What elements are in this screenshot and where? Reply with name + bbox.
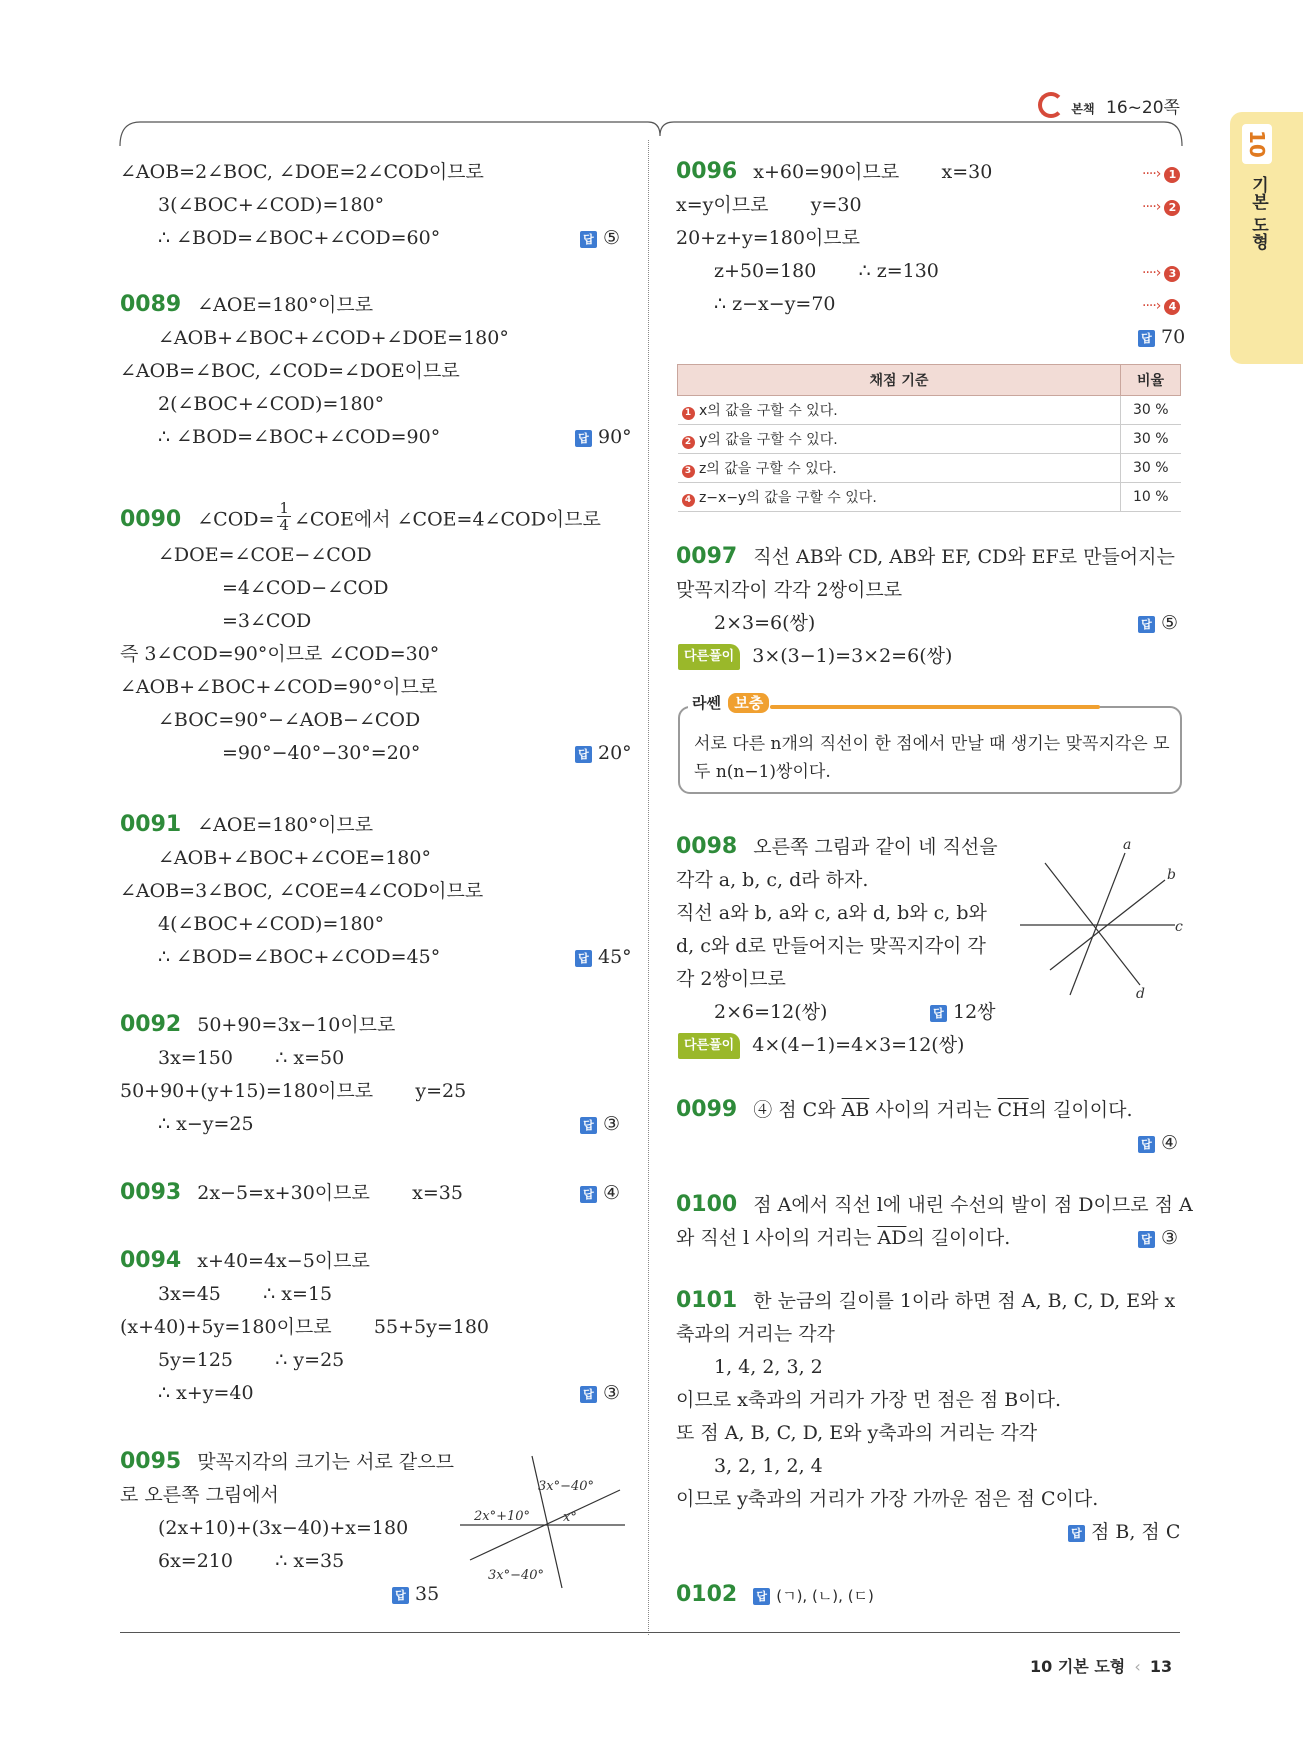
answer-value: 12쌍 — [953, 1001, 996, 1023]
text-line: 50+90=3x−10이므로 — [197, 1014, 396, 1036]
answer-value: 90° — [598, 426, 632, 448]
problem-number: 0092 — [120, 1012, 182, 1037]
table-row — [678, 454, 1181, 483]
arrow-icon: ····› — [1142, 166, 1161, 182]
chapter-tab — [1230, 112, 1303, 364]
table-row — [678, 425, 1181, 454]
text-line: 2x−5=x+30이므로 x=35 — [197, 1182, 463, 1204]
step-marker: 4 — [682, 494, 695, 507]
text-line: ∠AOB+∠BOC+∠COE=180° — [158, 847, 431, 869]
text-line: 1, 4, 2, 3, 2 — [714, 1356, 823, 1378]
text-line: ∠AOB=3∠BOC, ∠COE=4∠COD이므로 — [120, 880, 484, 902]
answer-icon: 답 — [1138, 1231, 1155, 1248]
text-line: 또 점 A, B, C, D, E와 y축과의 거리는 각각 — [676, 1422, 1038, 1444]
text-line: 5y=125 ∴ y=25 — [158, 1349, 345, 1371]
text-line: 직선 a와 b, a와 c, a와 d, b와 c, b와 — [676, 902, 987, 924]
note-title: 라쎈 — [692, 694, 721, 712]
text-line: 20+z+y=180이므로 — [676, 227, 861, 249]
answer-value: ⑤ — [603, 227, 621, 249]
problem-number: 0100 — [676, 1192, 738, 1217]
text-post: ∠COE에서 ∠COE=4∠COD이므로 — [293, 508, 601, 531]
answer-icon: 답 — [1068, 1525, 1085, 1542]
refresh-arrow-icon — [1038, 92, 1064, 118]
text-line: ∠BOC=90°−∠AOB−∠COD — [158, 709, 421, 731]
text-line: ∠AOB=2∠BOC, ∠DOE=2∠COD이므로 — [120, 161, 484, 183]
text-line: x+60=90이므로 x=30 — [753, 161, 993, 183]
problem-number: 0089 — [120, 292, 182, 317]
step-marker: 2 — [682, 436, 695, 449]
text-line: 각각 a, b, c, d라 하자. — [676, 869, 869, 891]
text-line: 점 A에서 직선 l에 내린 수선의 발이 점 D이므로 점 A — [753, 1194, 1193, 1216]
column-divider — [648, 140, 649, 1635]
answer-icon: 답 — [580, 1186, 597, 1203]
step-marker: 3 — [682, 465, 695, 478]
step-marker: 1 — [1164, 167, 1180, 183]
table-header: 비율 — [1121, 365, 1181, 396]
answer — [580, 1112, 620, 1136]
answer-value: ③ — [603, 1113, 621, 1135]
answer-value: 20° — [598, 742, 632, 764]
fraction — [277, 500, 291, 533]
text-line: ∠AOE=180°이므로 — [197, 294, 374, 316]
text-line: ∴ x−y=25 — [158, 1113, 254, 1135]
answer — [580, 1181, 620, 1205]
fraction-numerator: 1 — [279, 499, 289, 517]
answer-icon: 답 — [1138, 330, 1155, 347]
rate: 30 % — [1121, 425, 1181, 454]
problem-number: 0101 — [676, 1288, 738, 1313]
answer — [930, 1000, 996, 1024]
text-line: ∠AOE=180°이므로 — [197, 814, 374, 836]
text-line: ∴ ∠BOD=∠BOC+∠COD=60° — [158, 227, 441, 249]
text-line: =3∠COD — [222, 610, 312, 632]
line-label-c: c — [1175, 919, 1183, 935]
chevron-left-icon: ‹ — [1134, 1657, 1141, 1676]
answer-icon: 답 — [580, 1117, 597, 1134]
rate: 10 % — [1121, 483, 1181, 512]
answer-icon: 답 — [1138, 1136, 1155, 1153]
text-line: 오른쪽 그림과 같이 네 직선을 — [753, 836, 998, 858]
table-header: 채점 기준 — [678, 365, 1121, 396]
note-accent — [770, 705, 1100, 709]
answer — [392, 1582, 439, 1606]
problem-number: 0091 — [120, 812, 182, 837]
problem-number: 0090 — [120, 506, 182, 532]
answer-value: 35 — [415, 1583, 440, 1605]
note-line: 서로 다른 n개의 직선이 한 점에서 만날 때 생기는 맞꼭지각은 모 — [694, 734, 1170, 754]
answer — [1138, 1131, 1178, 1155]
answer-value: ④ — [1161, 1132, 1179, 1154]
chapter-number: 10 — [1242, 124, 1272, 164]
text-line: x+40=4x−5이므로 — [197, 1250, 370, 1272]
text-line: x=y이므로 y=30 — [676, 194, 862, 216]
answer — [1138, 1226, 1178, 1250]
arrow-icon: ····› — [1142, 298, 1161, 314]
footer-rule — [120, 1632, 1180, 1633]
step-marker: 1 — [682, 407, 695, 420]
text-line: 맞꼭지각이 각각 2쌍이므로 — [676, 579, 903, 601]
text-line: 이므로 x축과의 거리가 가장 먼 점은 점 B이다. — [676, 1389, 1062, 1411]
answer-value: 점 B, 점 C — [1091, 1521, 1181, 1543]
fraction-denominator: 4 — [279, 516, 289, 534]
text-line: 2×3=6(쌍) — [714, 612, 816, 634]
book-label: 본책 — [1071, 102, 1095, 116]
answer-value: ③ — [603, 1382, 621, 1404]
note-line: 두 n(n−1)쌍이다. — [694, 762, 831, 782]
text-post: 의 길이이다. — [1028, 1099, 1133, 1121]
top-border — [118, 118, 1184, 148]
note-header — [688, 692, 773, 713]
text-line: 3(∠BOC+∠COD)=180° — [158, 194, 385, 216]
answer — [575, 741, 632, 765]
rate: 30 % — [1121, 454, 1181, 483]
answer — [1138, 611, 1178, 635]
page-ref — [1038, 92, 1180, 118]
text-post: 의 길이이다. — [906, 1227, 1011, 1249]
step-marker: 3 — [1164, 266, 1180, 282]
step-marker: 4 — [1164, 299, 1180, 315]
text-line: 한 눈금의 길이를 1이라 하면 점 A, B, C, D, E와 x — [753, 1290, 1176, 1312]
text-line: z+50=180 ∴ z=130 — [714, 260, 939, 282]
table-row — [678, 483, 1181, 512]
page-range: 16~20쪽 — [1106, 98, 1180, 118]
segment: $\overline{AD}$ — [877, 1227, 907, 1249]
text-line: (x+40)+5y=180이므로 55+5y=180 — [120, 1316, 490, 1338]
problem-number: 0096 — [676, 159, 738, 184]
footer — [1030, 1654, 1172, 1677]
text-line: 6x=210 ∴ x=35 — [158, 1550, 345, 1572]
arrow-icon: ····› — [1142, 265, 1161, 281]
text-line: 즉 3∠COD=90°이므로 ∠COD=30° — [120, 643, 440, 665]
label-bottom: 3x°−40° — [488, 1568, 545, 1583]
note-box — [678, 694, 1182, 794]
text-line: 4(∠BOC+∠COD)=180° — [158, 913, 385, 935]
answer — [575, 945, 632, 969]
text-line: ∴ ∠BOD=∠BOC+∠COD=90° — [158, 426, 441, 448]
angle-figure — [460, 1450, 630, 1590]
answer-icon: 답 — [575, 430, 592, 447]
text-line: ∴ x+y=40 — [158, 1382, 254, 1404]
criterion: y의 값을 구할 수 있다. — [698, 432, 838, 448]
answer-value: ④ — [603, 1182, 621, 1204]
text-line: ∠AOB+∠BOC+∠COD+∠DOE=180° — [158, 327, 509, 349]
label-top: 3x°−40° — [538, 1479, 595, 1494]
text-line: =4∠COD−∠COD — [222, 577, 389, 599]
answer — [580, 1381, 620, 1405]
text-line: 3x=45 ∴ x=15 — [158, 1283, 333, 1305]
problem-number: 0094 — [120, 1248, 182, 1273]
text-line: (2x+10)+(3x−40)+x=180 — [158, 1517, 409, 1539]
text-mid: 사이의 거리는 — [869, 1099, 998, 1121]
answer-icon: 답 — [1138, 616, 1155, 633]
text-line: ∠DOE=∠COE−∠COD — [158, 544, 372, 566]
problem-number: 0098 — [676, 834, 738, 859]
answer-value: 45° — [598, 946, 632, 968]
text-pre: ∠COD= — [197, 508, 275, 531]
answer-icon: 답 — [580, 231, 597, 248]
line-label-d: d — [1136, 986, 1145, 1002]
arrow-icon: ····› — [1142, 199, 1161, 215]
text-line: ∴ ∠BOD=∠BOC+∠COD=45° — [158, 946, 441, 968]
text-line: 직선 AB와 CD, AB와 EF, CD와 EF로 만들어지는 — [753, 546, 1175, 568]
problem-number: 0095 — [120, 1449, 182, 1474]
other-solution: 3×(3−1)=3×2=6(쌍) — [752, 645, 953, 667]
answer — [1068, 1520, 1180, 1544]
page-number: 13 — [1149, 1657, 1173, 1676]
line-label-b: b — [1167, 867, 1176, 883]
other-solution-label: 다른풀이 — [678, 644, 740, 670]
text-line: 3, 2, 1, 2, 4 — [714, 1455, 823, 1477]
text-line: 맞꼭지각의 크기는 서로 같으므 — [197, 1451, 454, 1473]
criterion: z−x−y의 값을 구할 수 있다. — [698, 490, 877, 506]
answer-value: ⑤ — [1161, 612, 1179, 634]
text-line: 2×6=12(쌍) — [714, 1001, 828, 1023]
other-solution: 4×(4−1)=4×3=12(쌍) — [752, 1034, 965, 1056]
text-line: 이므로 y축과의 거리가 가장 가까운 점은 점 C이다. — [676, 1488, 1099, 1510]
note-tag: 보충 — [728, 693, 769, 713]
text-pre: ④ 점 C와 — [753, 1099, 842, 1121]
text-line: 각 2쌍이므로 — [676, 968, 786, 990]
label-right: x° — [563, 1510, 577, 1525]
text-pre: 와 직선 l 사이의 거리는 — [676, 1227, 878, 1249]
answer — [575, 425, 632, 449]
answer-icon: 답 — [575, 746, 592, 763]
step-marker: 2 — [1164, 200, 1180, 216]
answer-value: ③ — [1161, 1227, 1179, 1249]
table-row — [678, 396, 1181, 425]
answer-icon: 답 — [753, 1588, 770, 1605]
text-line: =90°−40°−30°=20° — [222, 742, 421, 764]
problem-number: 0102 — [676, 1582, 738, 1607]
text-line: ∴ z−x−y=70 — [714, 293, 836, 315]
answer-icon: 답 — [392, 1587, 409, 1604]
text-line: ∠AOB=∠BOC, ∠COD=∠DOE이므로 — [120, 360, 460, 382]
answer-icon: 답 — [580, 1386, 597, 1403]
answer-icon: 답 — [930, 1005, 947, 1022]
criterion: x의 값을 구할 수 있다. — [698, 403, 838, 419]
line-label-a: a — [1123, 837, 1132, 853]
problem-number: 0097 — [676, 544, 738, 569]
segment: $\overline{AB}$ — [841, 1099, 870, 1121]
other-solution-label: 다른풀이 — [678, 1033, 740, 1059]
answer-value: 70 — [1161, 326, 1186, 348]
text-line: 2(∠BOC+∠COD)=180° — [158, 393, 385, 415]
text-line: 축과의 거리는 각각 — [676, 1323, 835, 1345]
answer — [1138, 325, 1185, 349]
scoring-table — [677, 364, 1181, 512]
rate: 30 % — [1121, 396, 1181, 425]
segment: $\overline{CH}$ — [997, 1099, 1029, 1121]
text-line: ∠AOB+∠BOC+∠COD=90°이므로 — [120, 676, 438, 698]
text-line: 3x=150 ∴ x=50 — [158, 1047, 345, 1069]
problem-number: 0099 — [676, 1097, 738, 1122]
footer-chapter: 10 기본 도형 — [1030, 1657, 1126, 1676]
label-left: 2x°+10° — [474, 1509, 531, 1524]
answer — [580, 226, 620, 250]
answer-value: (ㄱ), (ㄴ), (ㄷ) — [776, 1587, 874, 1605]
text-line: d, c와 d로 만들어지는 맞꼭지각이 각 — [676, 935, 986, 957]
criterion: z의 값을 구할 수 있다. — [698, 461, 837, 477]
four-lines-figure — [1015, 835, 1185, 1005]
chapter-title: 기본 도형 — [1248, 176, 1268, 250]
text-line: 로 오른쪽 그림에서 — [120, 1484, 279, 1506]
text-line: 50+90+(y+15)=180이므로 y=25 — [120, 1080, 467, 1102]
problem-number: 0093 — [120, 1180, 182, 1205]
answer-icon: 답 — [575, 950, 592, 967]
